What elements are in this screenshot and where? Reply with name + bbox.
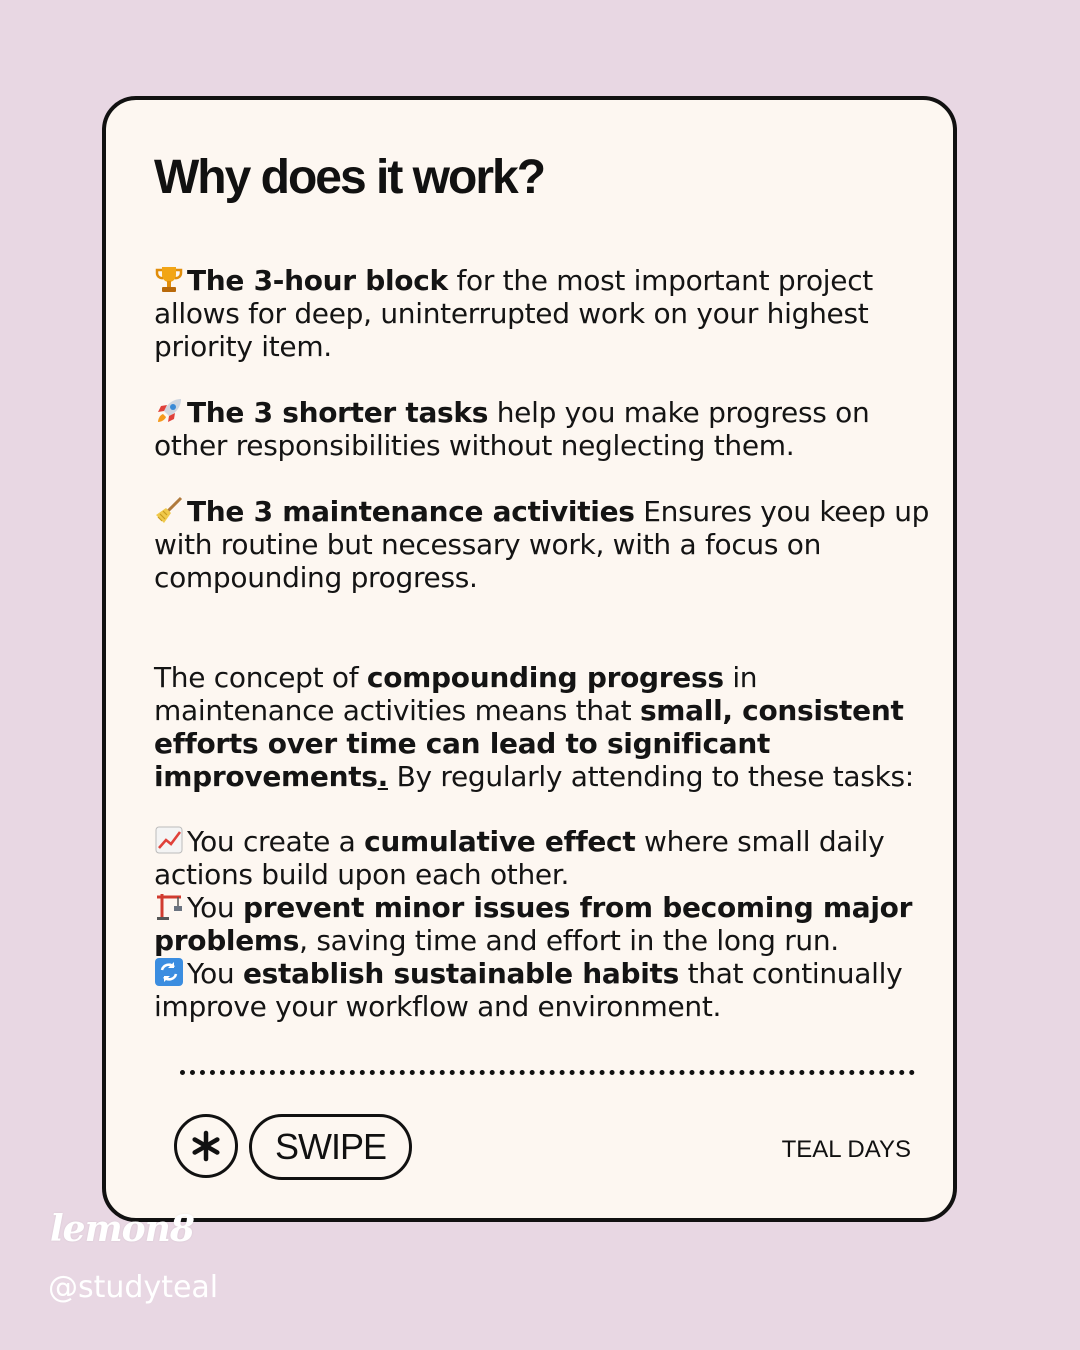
bullet-2-text-2: , saving time and effort in the long run. <box>299 924 839 957</box>
construction-icon <box>154 891 187 924</box>
refresh-icon <box>154 957 187 990</box>
point-2-text: help you make progress on other responsibilities without neglecting them. <box>154 396 870 462</box>
point-3 <box>154 495 944 594</box>
bullet-2-bold: prevent minor issues from becoming major problems <box>154 891 913 957</box>
concept-bold-2: small, consistent efforts over time can lead to significant improvements <box>154 694 904 793</box>
brand-label: TEAL DAYS <box>781 1136 911 1163</box>
bullet-1 <box>154 825 944 891</box>
lemon8-logo: lemon8 <box>50 1208 194 1250</box>
bullet-3 <box>154 957 944 1023</box>
concept-text-1: The concept of <box>154 661 367 694</box>
page-title: Why does it work? <box>154 151 545 204</box>
bullet-3-text-1: You <box>187 957 243 990</box>
concept-period: . <box>377 760 388 793</box>
concept-text-3: By regularly attending to these tasks: <box>388 760 914 793</box>
bullet-1-text-2: where small daily actions build upon each other. <box>154 825 885 891</box>
bullet-3-text-2: that continually improve your workflow and environment. <box>154 957 903 1023</box>
point-3-text: Ensures you keep up with routine but necessary work, with a focus on compounding progress. <box>154 495 930 594</box>
trophy-icon <box>154 264 187 297</box>
point-1-heading: The 3-hour block <box>187 264 448 297</box>
point-2 <box>154 396 944 462</box>
broom-icon <box>154 495 187 528</box>
bullet-2 <box>154 891 944 957</box>
point-2-heading: The 3 shorter tasks <box>187 396 489 429</box>
concept-text-2: in maintenance activities means that <box>154 661 758 727</box>
swipe-button[interactable]: SWIPE <box>249 1114 412 1180</box>
bullet-1-text-1: You create a <box>187 825 365 858</box>
bullet-2-text-1: You <box>187 891 243 924</box>
point-1-text: for the most important project allows for deep, uninterrupted work on your highest priority item. <box>154 264 873 363</box>
asterisk-icon <box>189 1129 223 1163</box>
concept-paragraph <box>154 661 944 793</box>
content-card <box>102 96 957 1222</box>
point-1 <box>154 264 944 363</box>
watermark-handle: @studyteal <box>48 1270 219 1305</box>
point-3-heading: The 3 maintenance activities <box>187 495 635 528</box>
concept-bold-1: compounding progress <box>366 661 724 694</box>
bullet-3-bold: establish sustainable habits <box>242 957 679 990</box>
chart-increasing-icon <box>154 825 187 858</box>
asterisk-button[interactable] <box>174 1114 238 1178</box>
bullet-1-bold: cumulative effect <box>364 825 636 858</box>
rocket-icon <box>154 396 187 429</box>
dotted-divider <box>180 1070 915 1075</box>
